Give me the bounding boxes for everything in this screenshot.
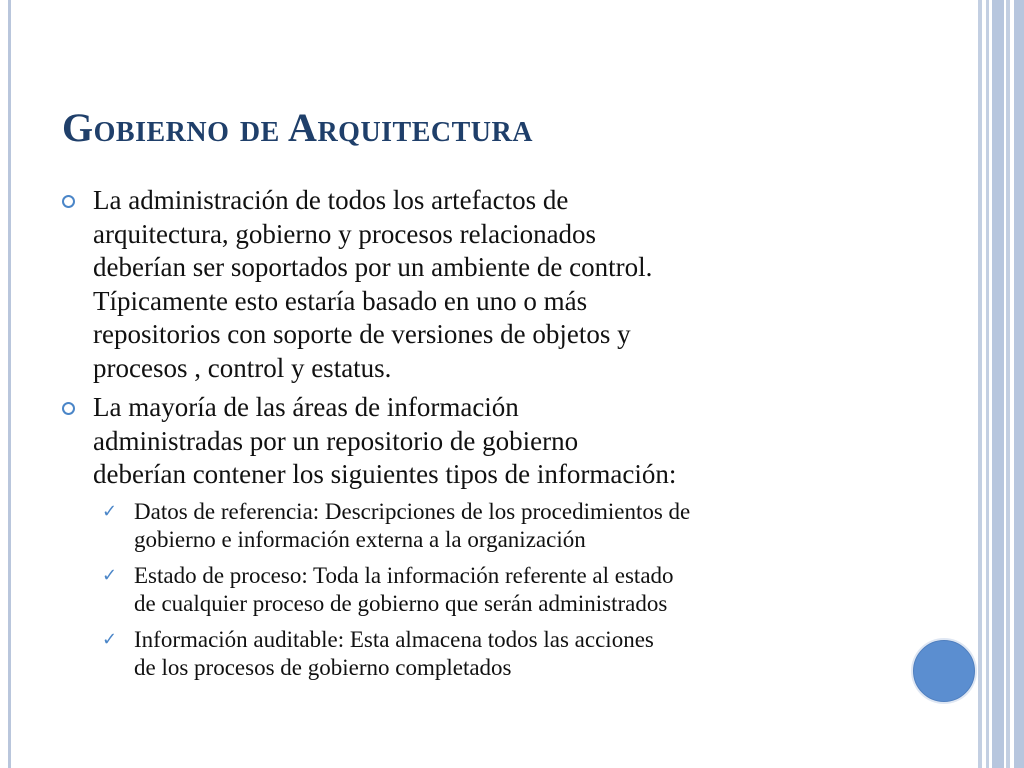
sub-bullet-text-line: de cualquier proceso de gobierno que serán administrados — [134, 591, 668, 616]
decorative-stripe — [1006, 0, 1010, 768]
bullet-text-line: deberían contener los siguientes tipos de información: — [93, 459, 677, 489]
checkmark-icon: ✓ — [102, 628, 118, 650]
bullet-item — [62, 184, 892, 385]
bullet-text-line: La mayoría de las áreas de información — [93, 392, 519, 422]
bullet-text-line: repositorios con soporte de versiones de objetos y — [93, 319, 631, 349]
sub-bullet-text-line: Datos de referencia: Descripciones de los procedimientos de — [134, 498, 691, 524]
decorative-stripe — [1014, 0, 1024, 768]
slide-title: Gobierno de Arquitectura — [62, 105, 533, 150]
slide-content — [62, 184, 892, 690]
bullet-text-line: administradas por un repositorio de gobierno — [93, 425, 579, 456]
checkmark-icon: ✓ — [102, 564, 118, 586]
sub-bullet-item — [102, 498, 892, 555]
decorative-stripe — [986, 0, 989, 768]
bullet-text-line: Típicamente esto estaría basado en uno o más — [93, 285, 588, 316]
sub-bullet-text-line: Información auditable: Esta almacena todos las acciones — [134, 626, 654, 652]
bullet-text-line: deberían ser soportados por un ambiente de control. — [93, 252, 653, 282]
bullet-item — [62, 391, 892, 492]
sub-bullet-item — [102, 562, 892, 619]
decorative-stripe — [992, 0, 1004, 768]
bullet-text-line: arquitectura, gobierno y procesos relacionados — [93, 218, 597, 249]
checkmark-icon: ✓ — [102, 500, 118, 522]
sub-bullet-list — [62, 498, 892, 683]
left-border-line — [8, 0, 11, 768]
sub-bullet-text-line: Estado de proceso: Toda la información referente al estado — [134, 562, 674, 588]
bullet-text-line: La administración de todos los artefactos de — [93, 185, 569, 215]
sub-bullet-item — [102, 626, 892, 683]
decorative-circle — [913, 640, 975, 702]
sub-bullet-text-line: gobierno e información externa a la organización — [134, 527, 586, 552]
decorative-stripe — [978, 0, 982, 768]
bullet-text-line: procesos , control y estatus. — [93, 352, 392, 383]
bullet-ring-icon — [62, 195, 75, 208]
sub-bullet-text-line: de los procesos de gobierno completados — [134, 655, 512, 680]
bullet-ring-icon — [62, 402, 75, 415]
